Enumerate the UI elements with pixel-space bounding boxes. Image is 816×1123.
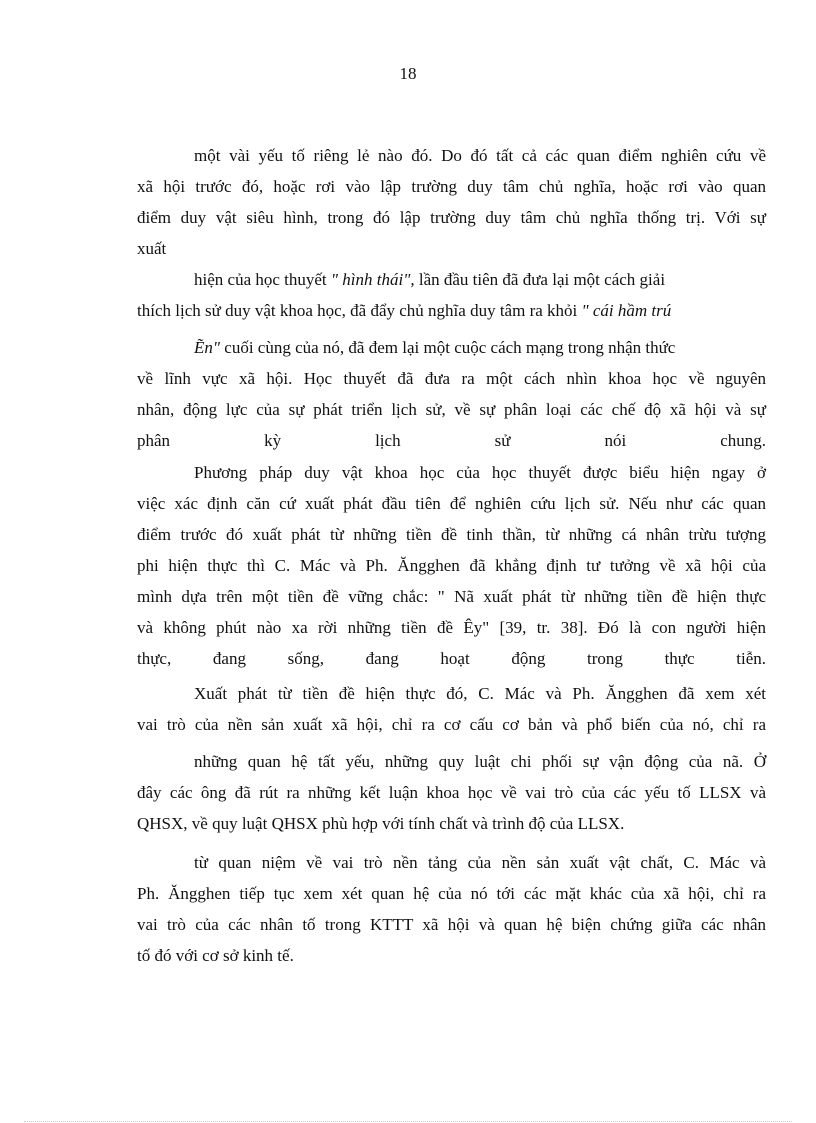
text-span: thích lịch sử duy vật khoa học, đã đẩy chủ nghĩa duy tâm ra khỏi [137,301,578,320]
text-line: QHSX, về quy luật QHSX phù hợp với tính chất và trình độ của LLSX. [137,814,625,833]
text-line: và không phút nào xa rời những tiền đề Êy" [39, tr. 38]. Đó là con người hiện [137,618,766,637]
text-line: xã hội trước đó, hoặc rơi vào lập trường duy tâm chủ nghĩa, hoặc rơi vào quan [137,177,766,196]
italic-term: Ẽn" [194,338,221,357]
text-line: xuất [137,239,167,258]
text-line: từ quan niệm về vai trò nền tảng của nền sản xuất vật chất, C. Mác và [194,853,766,872]
text-line: vai trò của các nhân tố trong KTTT xã hội và quan hệ biện chứng giữa các nhân [137,915,766,934]
text-line: Ph. Ăngghen tiếp tục xem xét quan hệ của nó tới các mặt khác của xã hội, chỉ ra [137,884,766,903]
text-line: vai trò của nền sản xuất xã hội, chỉ ra cơ cấu cơ bản và phổ biến của nó, chỉ ra [137,715,766,734]
text-line: việc xác định căn cứ xuất phát đầu tiên để nghiên cứu lịch sử. Nếu như các quan [137,494,766,513]
text-line: một vài yếu tố riêng lẻ nào đó. Do đó tất cả các quan điểm nghiên cứu về [194,146,766,165]
text-line [194,337,675,359]
text-line [137,300,671,322]
text-line: những quan hệ tất yếu, những quy luật chi phối sự vận động của nã. Ở [194,752,766,771]
text-line: thực, đang sống, đang hoạt động trong thực tiễn. [137,649,766,668]
italic-term: " hình thái", [330,270,415,289]
text-line: phân kỳ lịch sử nói chung. [137,431,766,450]
page-bottom-rule [24,1121,792,1122]
text-line: nhân, động lực của sự phát triển lịch sử, về sự phân loại các chế độ xã hội và sự [137,400,766,419]
text-line: đây các ông đã rút ra những kết luận khoa học về vai trò của các yếu tố LLSX và [137,783,766,802]
text-line: tố đó với cơ sở kinh tế. [137,946,294,965]
text-line: điểm trước đó xuất phát từ những tiền đề tinh thần, từ những cá nhân trừu tượng [137,525,766,544]
text-span: lần đầu tiên đã đưa lại một cách giải [418,270,666,289]
italic-term: " cái hầm trú [581,301,672,320]
text-line: điểm duy vật siêu hình, trong đó lập trường duy tâm chủ nghĩa thống trị. Với sự [137,208,766,227]
page-number: 18 [399,64,417,83]
text-line: phi hiện thực thì C. Mác và Ph. Ăngghen đã khẳng định tư tưởng về xã hội của [137,556,766,575]
text-line: Xuất phát từ tiền đề hiện thực đó, C. Mác và Ph. Ăngghen đã xem xét [194,684,766,703]
text-line: Phương pháp duy vật khoa học của học thuyết được biểu hiện ngay ở [194,463,766,482]
text-line: về lĩnh vực xã hội. Học thuyết đã đưa ra một cách nhìn khoa học về nguyên [137,369,766,388]
text-span: cuối cùng của nó, đã đem lại một cuộc cách mạng trong nhận thức [224,338,676,357]
text-line [194,269,665,291]
text-line: mình dựa trên một tiền đề vững chắc: " Nã xuất phát từ những tiền đề hiện thực [137,587,766,606]
text-span: hiện của học thuyết [194,270,327,289]
